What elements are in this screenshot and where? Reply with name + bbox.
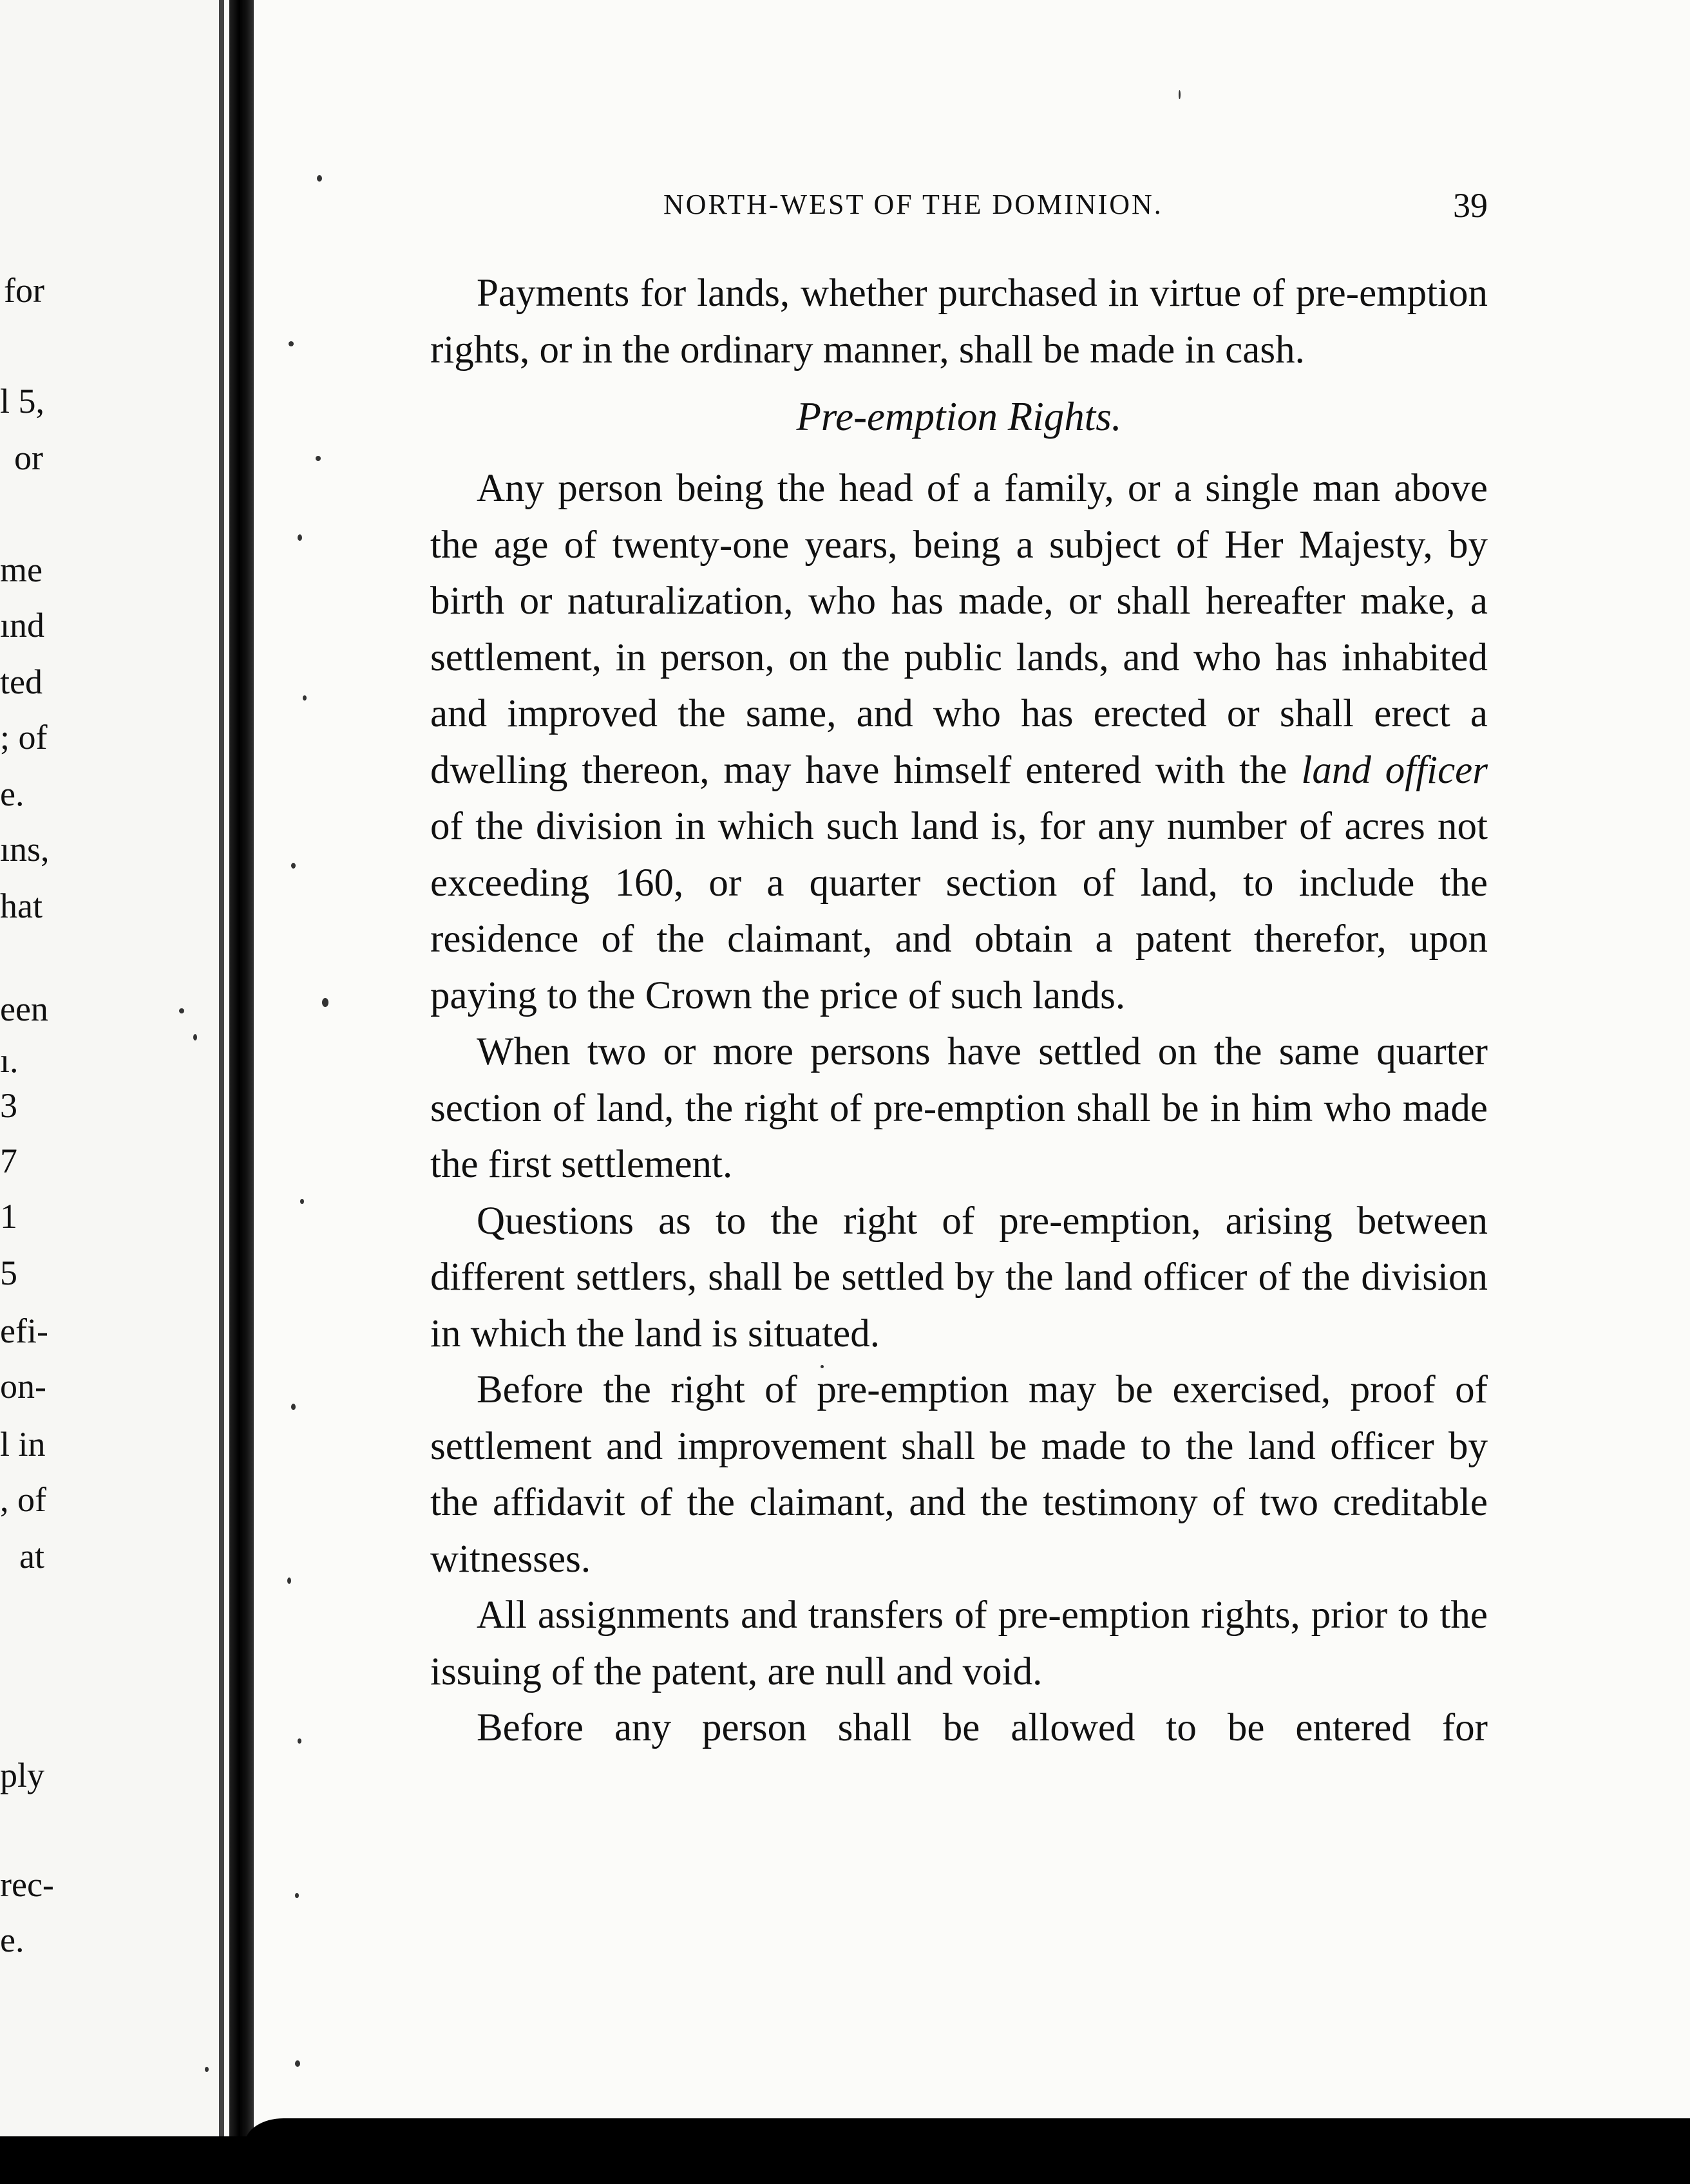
fragment-text: 5 bbox=[0, 1254, 17, 1292]
scan-speck bbox=[317, 175, 322, 182]
fragment-text: rec- bbox=[0, 1865, 54, 1904]
fragment-text: , of bbox=[0, 1480, 46, 1519]
scan-speck bbox=[289, 341, 294, 346]
fragment-text: een bbox=[0, 990, 48, 1028]
paragraph-pre-emption-eligibility: Any person being the head of a family, or a single man above the age of twenty-one years, being a subject of Her Majesty, by birth or naturalization, who has made, or shall hereafter make, a settlement, in person, on the public lands, and who has inhabited and improved the same, and who has erected or shall erect a dwelling thereon, may have himself entered with the land officer of the division in which such land is, for any number of acres not exceeding 160, or a quarter section of land, to include the residence of the claimant, and obtain a patent therefor, upon paying to the Crown the price of such lands. bbox=[430, 467, 1488, 1017]
page-number: 39 bbox=[1453, 186, 1488, 225]
scan-speck bbox=[300, 1199, 304, 1204]
page-body bbox=[430, 265, 1488, 1756]
scan-speck bbox=[205, 2067, 209, 2072]
fragment-text: ınd bbox=[0, 606, 45, 645]
scan-speck bbox=[316, 456, 321, 461]
paragraph-payments: Payments for lands, whether purchased in virtue of pre-emption rights, or in the ordinary manner, shall be made in cash. bbox=[430, 272, 1488, 372]
scan-speck bbox=[291, 1404, 296, 1410]
facing-page-fragment bbox=[0, 0, 219, 2138]
section-heading: Pre-emption Rights. bbox=[796, 394, 1122, 439]
fragment-text: on- bbox=[0, 1367, 46, 1406]
paragraph-disputes: Questions as to the right of pre-emption, arising between different settlers, shall be settled by the land officer of the division in which the land is situated. bbox=[430, 1199, 1488, 1355]
scan-speck bbox=[287, 1577, 291, 1584]
fragment-text: ıns, bbox=[0, 830, 50, 869]
fragment-text: 7 bbox=[0, 1142, 17, 1180]
scan-speck bbox=[179, 1008, 184, 1013]
fragment-text: ply bbox=[0, 1756, 45, 1794]
scan-speck bbox=[303, 695, 307, 701]
fragment-text: efi- bbox=[0, 1312, 48, 1350]
fragment-text: l in bbox=[0, 1425, 46, 1464]
page-header bbox=[663, 185, 1488, 224]
fragment-text: e. bbox=[0, 1921, 24, 1959]
paragraph-assignments-void: All assignments and transfers of pre-emption rights, prior to the issuing of the patent, are null and void. bbox=[430, 1594, 1488, 1693]
paragraph-multiple-settlers: When two or more persons have settled on the same quarter section of land, the right of pre-emption shall be in him who made the first settlement. bbox=[430, 1030, 1488, 1186]
book-binding bbox=[229, 0, 254, 2151]
running-head: NORTH-WEST OF THE DOMINION. bbox=[663, 189, 1163, 220]
binding-shadow bbox=[219, 0, 224, 2144]
fragment-text: me bbox=[0, 551, 43, 589]
fragment-text: ted bbox=[0, 663, 43, 701]
scan-speck bbox=[298, 1738, 301, 1744]
fragment-text: 3 bbox=[0, 1086, 17, 1125]
fragment-text: e. bbox=[0, 775, 24, 813]
fragment-text: l 5, bbox=[0, 382, 45, 420]
fragment-text: or bbox=[14, 438, 43, 477]
paragraph-entry-continued: Before any person shall be allowed to be entered for bbox=[477, 1706, 1488, 1749]
scan-speck bbox=[295, 2060, 300, 2067]
paragraph-proof-of-settlement: Before the right of pre-emption may be exercised, proof of settlement and improvement shall be made to the land officer by the affidavit of the claimant, and the testimony of two creditable witnesses. bbox=[430, 1368, 1488, 1581]
fragment-text: 1 bbox=[0, 1197, 17, 1236]
fragment-text: hat bbox=[0, 887, 43, 925]
italic-land-officer: land officer bbox=[1301, 748, 1488, 792]
scan-bottom-border bbox=[0, 2136, 1690, 2184]
scan-speck bbox=[193, 1034, 197, 1040]
fragment-text: for bbox=[4, 271, 44, 310]
scan-speck bbox=[1179, 90, 1181, 99]
scan-speck bbox=[298, 534, 302, 541]
scan-speck bbox=[295, 1893, 299, 1898]
scan-speck bbox=[291, 863, 296, 869]
fragment-text: ; of bbox=[0, 718, 48, 757]
fragment-text: at bbox=[19, 1537, 44, 1576]
fragment-text: ı. bbox=[0, 1041, 19, 1080]
scan-speck bbox=[322, 998, 328, 1007]
